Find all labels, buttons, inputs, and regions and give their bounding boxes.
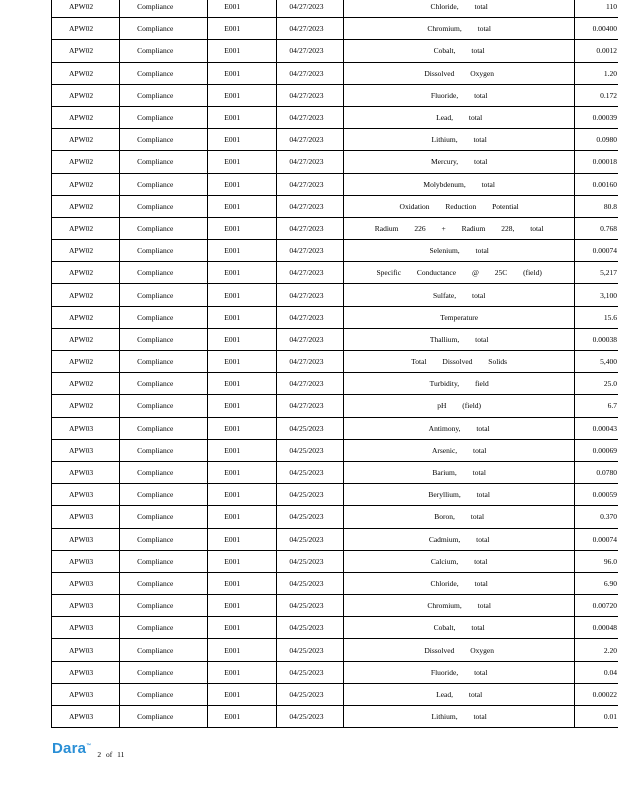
purpose-cell: Compliance [120, 195, 208, 217]
event-cell: E001 [208, 550, 277, 572]
page-footer [52, 740, 125, 759]
location-cell: APW03 [52, 617, 120, 639]
event-cell: E001 [208, 328, 277, 350]
location-cell: APW02 [52, 217, 120, 239]
result-cell: 1.20 [574, 62, 618, 84]
purpose-cell: Compliance [120, 639, 208, 661]
result-cell: 0.00160 [574, 173, 618, 195]
table-row [52, 62, 618, 84]
parameter-cell: Fluoride, total [344, 661, 574, 683]
purpose-cell: Compliance [120, 439, 208, 461]
table-row [52, 484, 618, 506]
location-cell: APW02 [52, 240, 120, 262]
purpose-cell: Compliance [120, 484, 208, 506]
location-cell: APW03 [52, 506, 120, 528]
purpose-cell: Compliance [120, 240, 208, 262]
table-row [52, 262, 618, 284]
event-cell: E001 [208, 706, 277, 728]
purpose-cell: Compliance [120, 306, 208, 328]
date-cell: 04/27/2023 [277, 373, 344, 395]
location-cell: APW03 [52, 439, 120, 461]
result-cell: 0.0012 [574, 40, 618, 62]
location-cell: APW02 [52, 328, 120, 350]
purpose-cell: Compliance [120, 661, 208, 683]
date-cell: 04/25/2023 [277, 550, 344, 572]
purpose-cell: Compliance [120, 62, 208, 84]
event-cell: E001 [208, 195, 277, 217]
table-row [52, 84, 618, 106]
event-cell: E001 [208, 62, 277, 84]
location-cell: APW02 [52, 173, 120, 195]
location-cell: APW03 [52, 595, 120, 617]
location-cell: APW03 [52, 706, 120, 728]
parameter-cell: Total Dissolved Solids [344, 351, 574, 373]
location-cell: APW02 [52, 151, 120, 173]
location-cell: APW03 [52, 550, 120, 572]
parameter-cell: Chromium, total [344, 595, 574, 617]
event-cell: E001 [208, 595, 277, 617]
date-cell: 04/27/2023 [277, 217, 344, 239]
date-cell: 04/25/2023 [277, 439, 344, 461]
table-row [52, 217, 618, 239]
result-cell: 80.8 [574, 195, 618, 217]
date-cell: 04/25/2023 [277, 661, 344, 683]
parameter-cell: Lithium, total [344, 706, 574, 728]
parameter-cell: Dissolved Oxygen [344, 62, 574, 84]
purpose-cell: Compliance [120, 106, 208, 128]
location-cell: APW03 [52, 484, 120, 506]
result-cell: 15.6 [574, 306, 618, 328]
date-cell: 04/25/2023 [277, 484, 344, 506]
event-cell: E001 [208, 683, 277, 705]
parameter-cell: Calcium, total [344, 550, 574, 572]
table-row [52, 439, 618, 461]
parameter-cell: Barium, total [344, 461, 574, 483]
table-row [52, 683, 618, 705]
location-cell: APW03 [52, 639, 120, 661]
table-row [52, 129, 618, 151]
parameter-cell: Arsenic, total [344, 439, 574, 461]
event-cell: E001 [208, 84, 277, 106]
location-cell: APW02 [52, 40, 120, 62]
date-cell: 04/27/2023 [277, 0, 344, 18]
purpose-cell: Compliance [120, 706, 208, 728]
parameter-cell: Mercury, total [344, 151, 574, 173]
parameter-cell: Antimony, total [344, 417, 574, 439]
result-cell: 6.7 [574, 395, 618, 417]
location-cell: APW03 [52, 572, 120, 594]
table-row [52, 151, 618, 173]
result-cell: 96.0 [574, 550, 618, 572]
event-cell: E001 [208, 262, 277, 284]
date-cell: 04/27/2023 [277, 18, 344, 40]
result-cell: 3,100 [574, 284, 618, 306]
parameter-cell: Specific Conductance @ 25C (field) [344, 262, 574, 284]
event-cell: E001 [208, 217, 277, 239]
location-cell: APW03 [52, 461, 120, 483]
date-cell: 04/25/2023 [277, 572, 344, 594]
location-cell: APW03 [52, 661, 120, 683]
table-row [52, 528, 618, 550]
result-cell: 0.768 [574, 217, 618, 239]
result-cell: 0.00022 [574, 683, 618, 705]
date-cell: 04/27/2023 [277, 151, 344, 173]
event-cell: E001 [208, 106, 277, 128]
purpose-cell: Compliance [120, 506, 208, 528]
purpose-cell: Compliance [120, 284, 208, 306]
table-row [52, 461, 618, 483]
purpose-cell: Compliance [120, 40, 208, 62]
result-cell: 0.00400 [574, 18, 618, 40]
event-cell: E001 [208, 484, 277, 506]
parameter-cell: Dissolved Oxygen [344, 639, 574, 661]
result-cell: 0.0780 [574, 461, 618, 483]
date-cell: 04/25/2023 [277, 528, 344, 550]
results-table [51, 0, 618, 728]
result-cell: 0.00048 [574, 617, 618, 639]
date-cell: 04/27/2023 [277, 284, 344, 306]
table-row [52, 106, 618, 128]
purpose-cell: Compliance [120, 461, 208, 483]
location-cell: APW02 [52, 62, 120, 84]
result-cell: 2.20 [574, 639, 618, 661]
purpose-cell: Compliance [120, 18, 208, 40]
location-cell: APW02 [52, 84, 120, 106]
table-row [52, 550, 618, 572]
purpose-cell: Compliance [120, 151, 208, 173]
parameter-cell: pH (field) [344, 395, 574, 417]
event-cell: E001 [208, 151, 277, 173]
event-cell: E001 [208, 373, 277, 395]
purpose-cell: Compliance [120, 0, 208, 18]
location-cell: APW03 [52, 417, 120, 439]
location-cell: APW02 [52, 395, 120, 417]
result-cell: 0.00059 [574, 484, 618, 506]
purpose-cell: Compliance [120, 617, 208, 639]
result-cell: 5,217 [574, 262, 618, 284]
purpose-cell: Compliance [120, 173, 208, 195]
purpose-cell: Compliance [120, 217, 208, 239]
event-cell: E001 [208, 284, 277, 306]
event-cell: E001 [208, 528, 277, 550]
date-cell: 04/25/2023 [277, 595, 344, 617]
event-cell: E001 [208, 439, 277, 461]
date-cell: 04/27/2023 [277, 84, 344, 106]
purpose-cell: Compliance [120, 395, 208, 417]
parameter-cell: Turbidity, field [344, 373, 574, 395]
table-row [52, 661, 618, 683]
event-cell: E001 [208, 395, 277, 417]
event-cell: E001 [208, 0, 277, 18]
table-row [52, 328, 618, 350]
date-cell: 04/27/2023 [277, 351, 344, 373]
event-cell: E001 [208, 129, 277, 151]
date-cell: 04/27/2023 [277, 173, 344, 195]
results-table-body [52, 0, 618, 728]
purpose-cell: Compliance [120, 373, 208, 395]
result-cell: 0.172 [574, 84, 618, 106]
event-cell: E001 [208, 173, 277, 195]
location-cell: APW03 [52, 528, 120, 550]
parameter-cell: Oxidation Reduction Potential [344, 195, 574, 217]
event-cell: E001 [208, 240, 277, 262]
table-row [52, 173, 618, 195]
location-cell: APW02 [52, 306, 120, 328]
location-cell: APW02 [52, 195, 120, 217]
table-row [52, 240, 618, 262]
dara-logo [52, 741, 91, 756]
date-cell: 04/27/2023 [277, 395, 344, 417]
parameter-cell: Cobalt, total [344, 40, 574, 62]
parameter-cell: Chloride, total [344, 0, 574, 18]
table-row [52, 706, 618, 728]
date-cell: 04/27/2023 [277, 328, 344, 350]
date-cell: 04/25/2023 [277, 506, 344, 528]
date-cell: 04/25/2023 [277, 706, 344, 728]
date-cell: 04/25/2023 [277, 461, 344, 483]
location-cell: APW02 [52, 373, 120, 395]
event-cell: E001 [208, 639, 277, 661]
purpose-cell: Compliance [120, 683, 208, 705]
parameter-cell: Molybdenum, total [344, 173, 574, 195]
purpose-cell: Compliance [120, 550, 208, 572]
event-cell: E001 [208, 461, 277, 483]
date-cell: 04/27/2023 [277, 195, 344, 217]
purpose-cell: Compliance [120, 595, 208, 617]
event-cell: E001 [208, 617, 277, 639]
trademark-symbol: ™ [86, 743, 92, 749]
table-row [52, 595, 618, 617]
parameter-cell: Thallium, total [344, 328, 574, 350]
event-cell: E001 [208, 40, 277, 62]
parameter-cell: Cadmium, total [344, 528, 574, 550]
parameter-cell: Sulfate, total [344, 284, 574, 306]
table-row [52, 639, 618, 661]
event-cell: E001 [208, 351, 277, 373]
table-row [52, 617, 618, 639]
purpose-cell: Compliance [120, 572, 208, 594]
table-row [52, 306, 618, 328]
result-cell: 0.04 [574, 661, 618, 683]
result-cell: 0.0980 [574, 129, 618, 151]
result-cell: 6.90 [574, 572, 618, 594]
table-row [52, 572, 618, 594]
parameter-cell: Fluoride, total [344, 84, 574, 106]
table-row [52, 18, 618, 40]
result-cell: 0.01 [574, 706, 618, 728]
result-cell: 25.0 [574, 373, 618, 395]
location-cell: APW02 [52, 351, 120, 373]
table-row [52, 506, 618, 528]
date-cell: 04/25/2023 [277, 683, 344, 705]
result-cell: 0.00018 [574, 151, 618, 173]
location-cell: APW02 [52, 18, 120, 40]
table-row [52, 351, 618, 373]
table-row [52, 284, 618, 306]
date-cell: 04/27/2023 [277, 262, 344, 284]
parameter-cell: Temperature [344, 306, 574, 328]
date-cell: 04/27/2023 [277, 106, 344, 128]
result-cell: 0.370 [574, 506, 618, 528]
date-cell: 04/27/2023 [277, 306, 344, 328]
purpose-cell: Compliance [120, 129, 208, 151]
table-row [52, 40, 618, 62]
parameter-cell: Selenium, total [344, 240, 574, 262]
date-cell: 04/27/2023 [277, 240, 344, 262]
result-cell: 0.00720 [574, 595, 618, 617]
date-cell: 04/27/2023 [277, 62, 344, 84]
location-cell: APW02 [52, 0, 120, 18]
result-cell: 0.00069 [574, 439, 618, 461]
table-row [52, 417, 618, 439]
parameter-cell: Lead, total [344, 683, 574, 705]
location-cell: APW02 [52, 106, 120, 128]
event-cell: E001 [208, 18, 277, 40]
parameter-cell: Boron, total [344, 506, 574, 528]
parameter-cell: Radium 226 + Radium 228, total [344, 217, 574, 239]
event-cell: E001 [208, 306, 277, 328]
purpose-cell: Compliance [120, 262, 208, 284]
page-number: 2 of 11 [97, 750, 125, 759]
result-cell: 0.00074 [574, 528, 618, 550]
result-cell: 110 [574, 0, 618, 18]
purpose-cell: Compliance [120, 417, 208, 439]
parameter-cell: Lead, total [344, 106, 574, 128]
table-row [52, 373, 618, 395]
event-cell: E001 [208, 661, 277, 683]
results-table-container [51, 0, 618, 728]
parameter-cell: Lithium, total [344, 129, 574, 151]
result-cell: 0.00074 [574, 240, 618, 262]
date-cell: 04/25/2023 [277, 617, 344, 639]
date-cell: 04/25/2023 [277, 639, 344, 661]
result-cell: 0.00039 [574, 106, 618, 128]
purpose-cell: Compliance [120, 528, 208, 550]
location-cell: APW03 [52, 683, 120, 705]
parameter-cell: Cobalt, total [344, 617, 574, 639]
event-cell: E001 [208, 417, 277, 439]
event-cell: E001 [208, 506, 277, 528]
parameter-cell: Chloride, total [344, 572, 574, 594]
event-cell: E001 [208, 572, 277, 594]
result-cell: 0.00043 [574, 417, 618, 439]
location-cell: APW02 [52, 129, 120, 151]
location-cell: APW02 [52, 262, 120, 284]
purpose-cell: Compliance [120, 328, 208, 350]
table-row [52, 0, 618, 18]
table-row [52, 195, 618, 217]
date-cell: 04/27/2023 [277, 40, 344, 62]
result-cell: 5,400 [574, 351, 618, 373]
purpose-cell: Compliance [120, 84, 208, 106]
parameter-cell: Chromium, total [344, 18, 574, 40]
date-cell: 04/27/2023 [277, 129, 344, 151]
location-cell: APW02 [52, 284, 120, 306]
date-cell: 04/25/2023 [277, 417, 344, 439]
result-cell: 0.00038 [574, 328, 618, 350]
parameter-cell: Beryllium, total [344, 484, 574, 506]
purpose-cell: Compliance [120, 351, 208, 373]
table-row [52, 395, 618, 417]
logo-text: Dara [52, 740, 87, 757]
